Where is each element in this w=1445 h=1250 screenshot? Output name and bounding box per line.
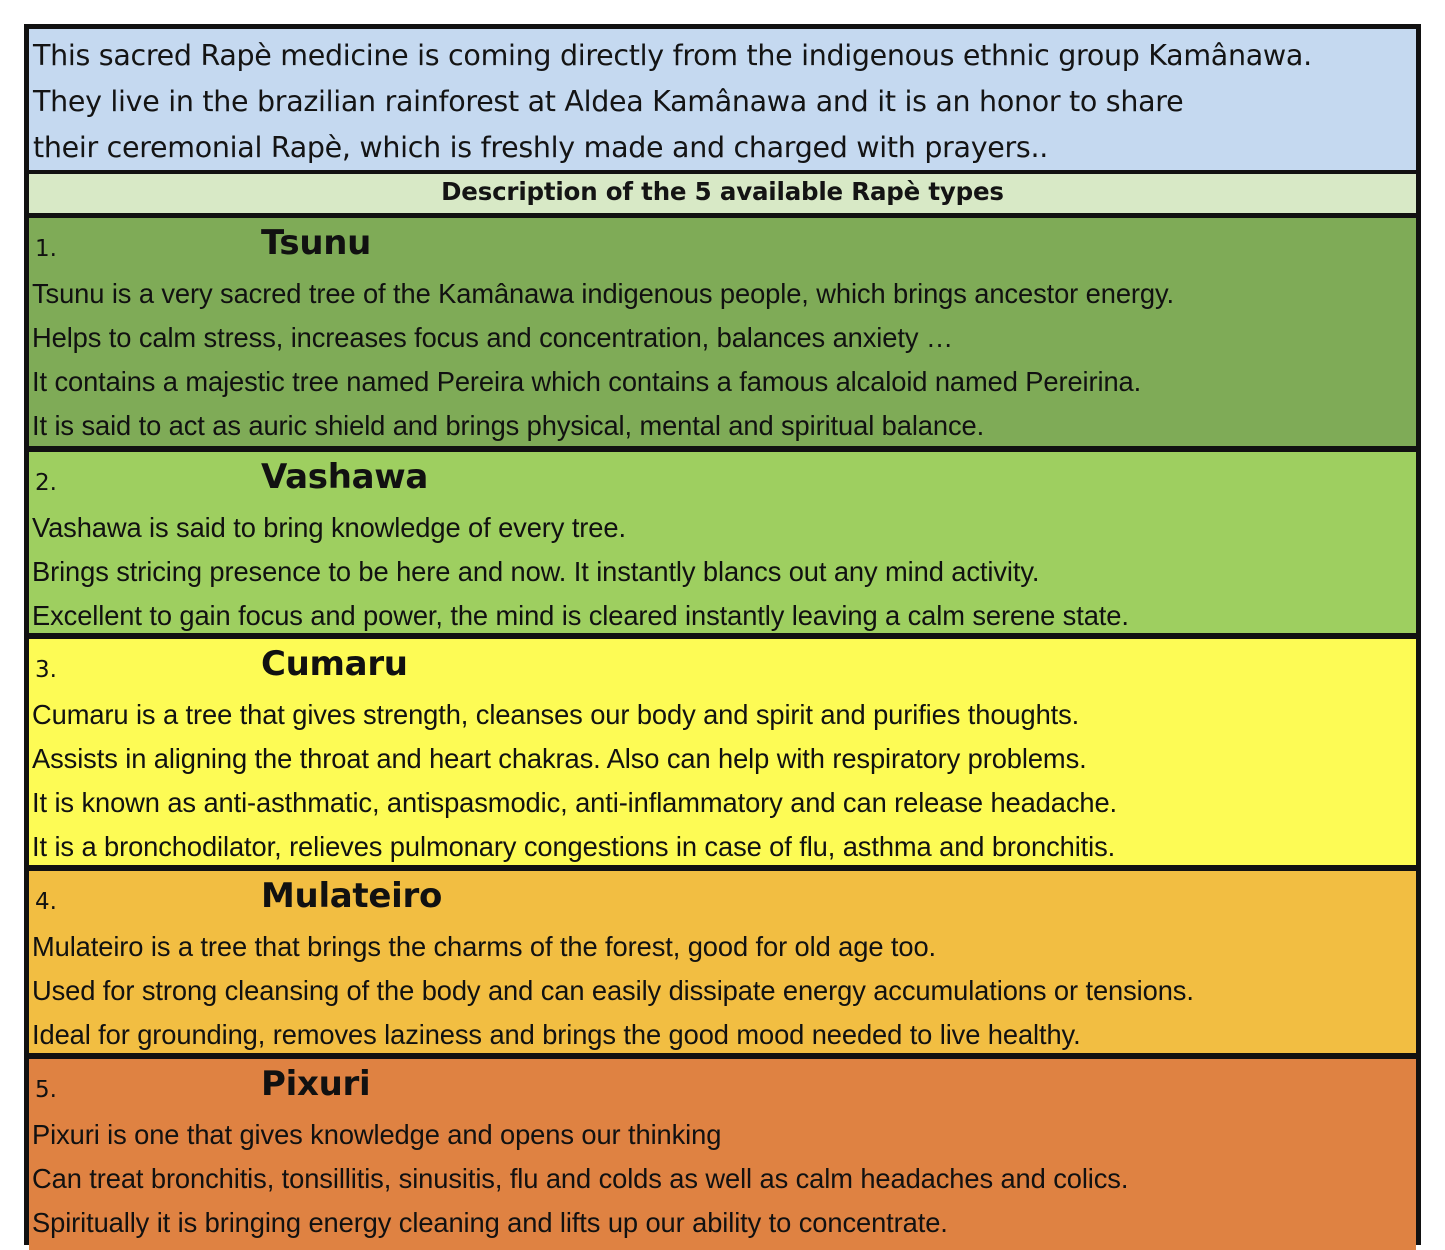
intro-line: their ceremonial Rapè, which is freshly made and charged with prayers.. (33, 131, 1048, 164)
description-line: Helps to calm stress, increases focus and concentration, balances anxiety … (32, 322, 954, 353)
rape-type-name: Tsunu (261, 223, 372, 263)
rape-type-number: 3. (35, 657, 57, 683)
rape-type-header (32, 1059, 1416, 1113)
description-line: Excellent to gain focus and power, the mind is cleared instantly leaving a calm serene state. (32, 600, 1129, 631)
rape-description-sheet (24, 24, 1421, 1245)
description-line: Brings stricing presence to be here and now. It instantly blancs out any mind activity. (32, 556, 1040, 587)
intro-block (29, 29, 1416, 170)
description-line: It is a bronchodilator, relieves pulmonary congestions in case of flu, asthma and bronchitis. (32, 831, 1116, 862)
section-subtitle: Description of the 5 available Rapè types (29, 174, 1416, 213)
description-line: Used for strong cleansing of the body and can easily dissipate energy accumulations or tensions. (32, 975, 1194, 1006)
description-line: Ideal for grounding, removes laziness and brings the good mood needed to live healthy. (32, 1019, 1081, 1050)
rape-type-mulateiro (29, 871, 1416, 1053)
rape-type-number: 5. (35, 1077, 57, 1103)
rape-type-number: 4. (35, 889, 57, 915)
description-line: Can treat bronchitis, tonsillitis, sinusitis, flu and colds as well as calm headaches and colics. (32, 1163, 1129, 1194)
description-line: Tsunu is a very sacred tree of the Kamânawa indigenous people, which brings ancestor energy. (32, 278, 1174, 309)
rape-type-header (32, 218, 1416, 272)
description-line: It is said to act as auric shield and brings physical, mental and spiritual balance. (32, 410, 985, 441)
rape-type-header (32, 452, 1416, 506)
intro-line: This sacred Rapè medicine is coming directly from the indigenous ethnic group Kamânawa. (33, 39, 1312, 72)
description-line: Assists in aligning the throat and heart chakras. Also can help with respiratory problems. (32, 743, 1087, 774)
intro-line: They live in the brazilian rainforest at Aldea Kamânawa and it is an honor to share (33, 85, 1184, 118)
rape-type-pixuri (29, 1059, 1416, 1250)
description-line: Cumaru is a tree that gives strength, cleanses our body and spirit and purifies thoughts. (32, 699, 1080, 730)
description-line: Pixuri is one that gives knowledge and opens our thinking (32, 1119, 722, 1150)
description-line: It is known as anti-asthmatic, antispasmodic, anti-inflammatory and can release headache. (32, 787, 1118, 818)
rape-type-header (32, 871, 1416, 925)
rape-type-name: Mulateiro (261, 876, 443, 916)
rape-type-name: Vashawa (261, 457, 429, 497)
rape-type-cumaru (29, 639, 1416, 865)
rape-type-name: Cumaru (261, 644, 408, 684)
rape-type-vashawa (29, 452, 1416, 633)
rape-type-number: 1. (35, 236, 57, 262)
rape-type-name: Pixuri (261, 1064, 371, 1104)
rape-type-number: 2. (35, 470, 57, 496)
description-line: It contains a majestic tree named Pereira which contains a famous alcaloid named Pereirina. (32, 366, 1142, 397)
description-line: Mulateiro is a tree that brings the charms of the forest, good for old age too. (32, 931, 937, 962)
description-line: Vashawa is said to bring knowledge of every tree. (32, 512, 626, 543)
rape-type-header (32, 639, 1416, 693)
description-line: Spiritually it is bringing energy cleaning and lifts up our ability to concentrate. (32, 1207, 948, 1238)
rape-type-tsunu (29, 218, 1416, 446)
